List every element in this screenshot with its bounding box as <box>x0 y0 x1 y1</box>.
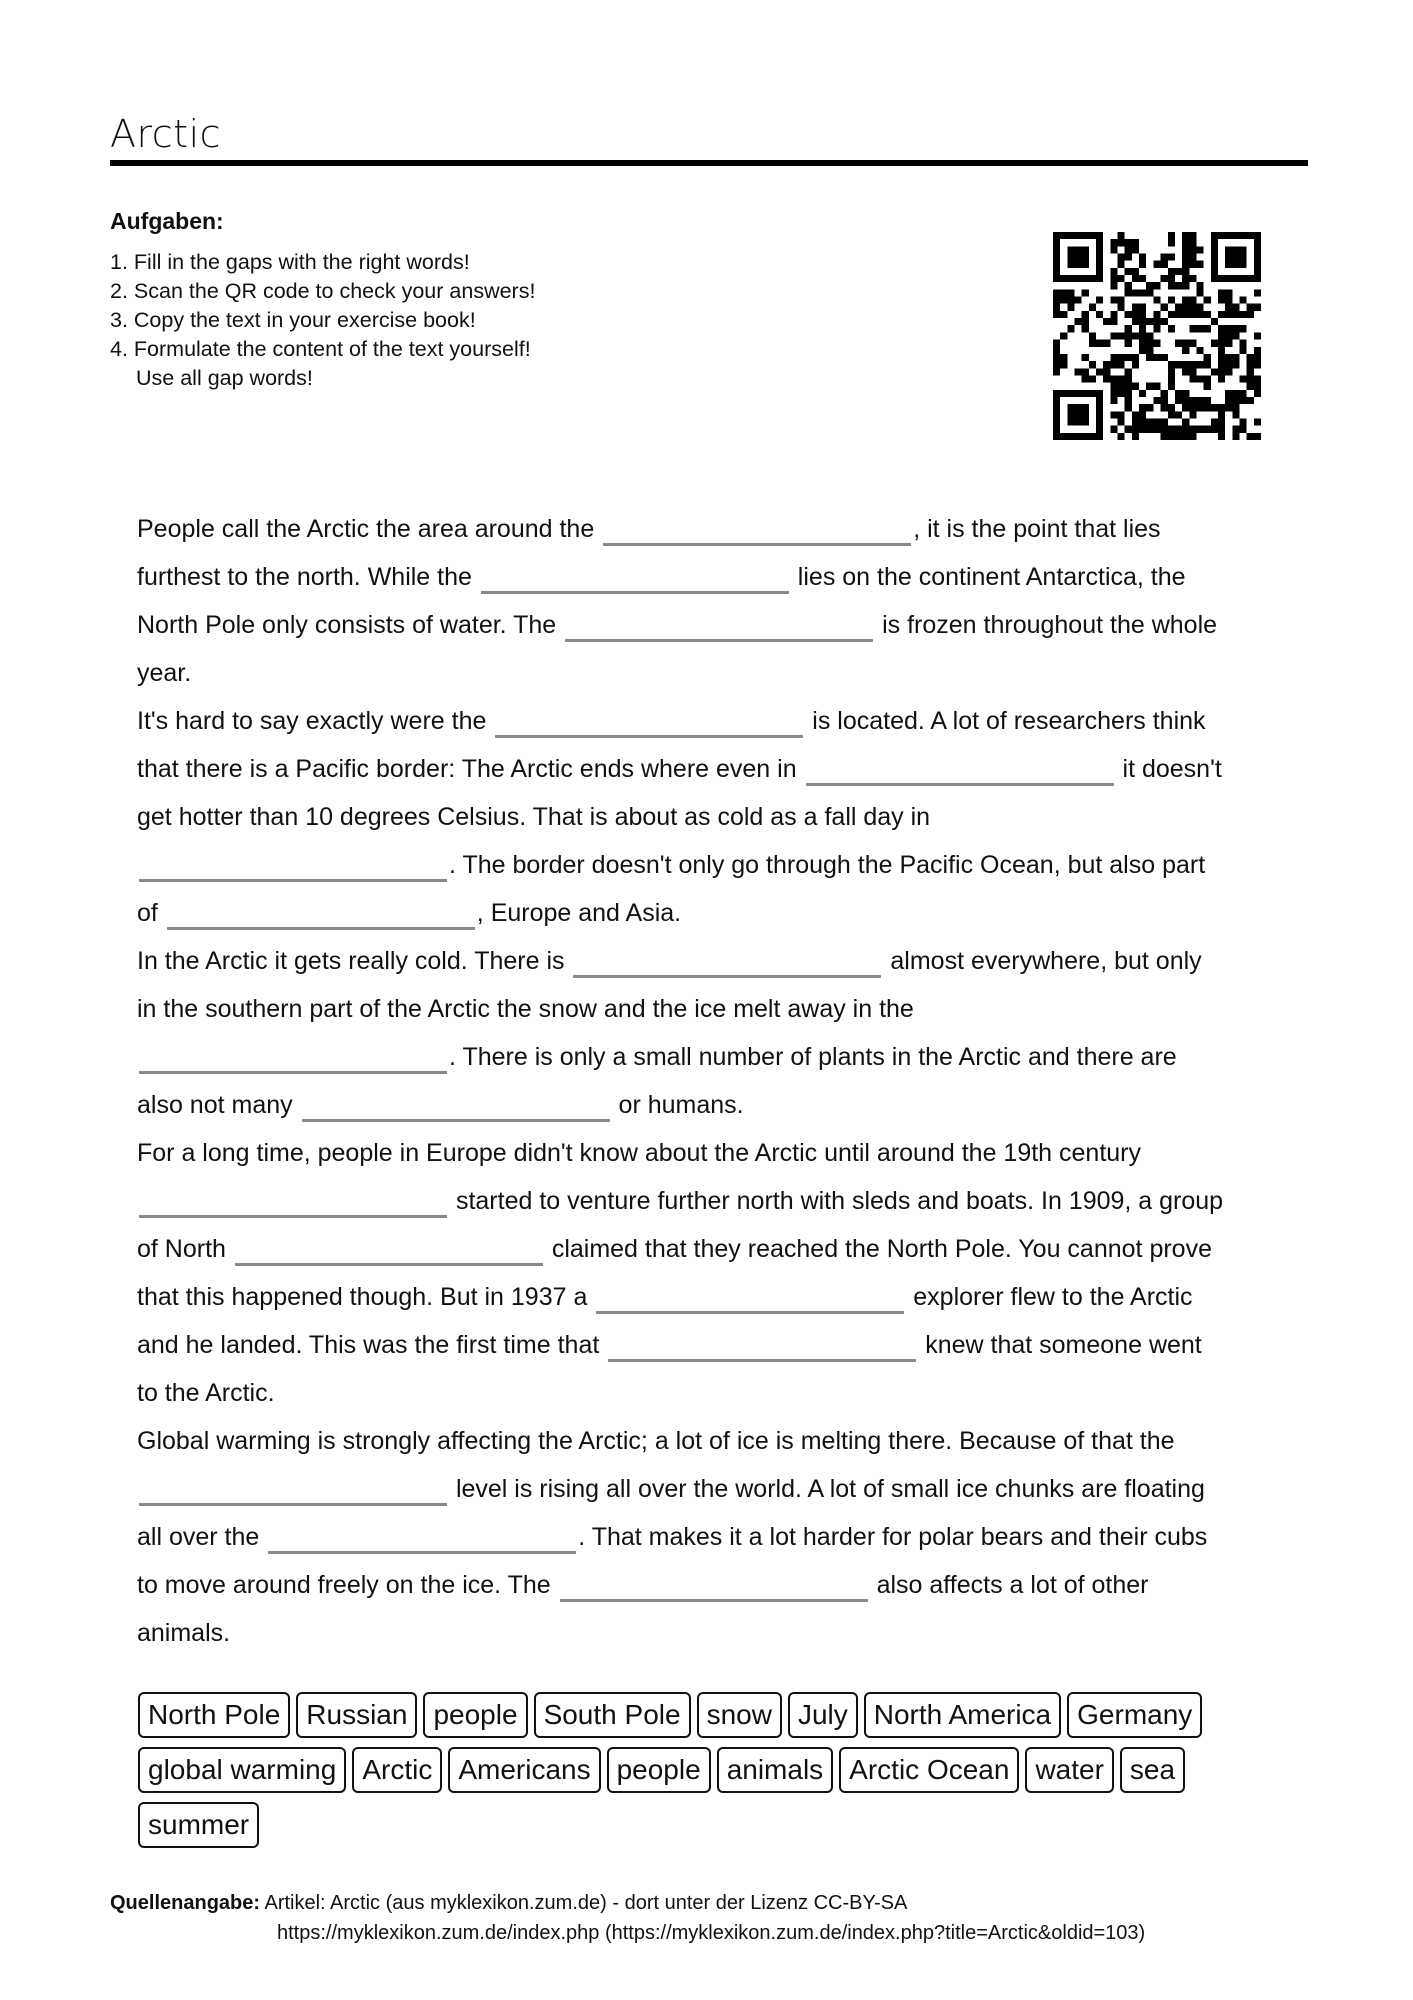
text-segment: knew that someone went <box>918 1331 1202 1359</box>
title-divider <box>110 160 1308 166</box>
text-line <box>137 1369 1297 1417</box>
blank-gap[interactable] <box>268 1525 576 1554</box>
task-item: 3. Copy the text in your exercise book! <box>110 308 476 332</box>
qr-code[interactable] <box>1053 232 1261 440</box>
source-note <box>110 1888 1145 1948</box>
blank-gap[interactable] <box>565 613 873 642</box>
text-segment: started to venture further north with sleds and boats. In 1909, a group <box>449 1187 1224 1215</box>
text-line <box>137 1609 1297 1657</box>
word-chip[interactable]: animals <box>717 1747 833 1793</box>
word-chip[interactable]: water <box>1025 1747 1113 1793</box>
blank-gap[interactable] <box>167 901 475 930</box>
blank-gap[interactable] <box>139 1045 447 1074</box>
text-line <box>137 1417 1297 1465</box>
text-segment: all over the <box>137 1523 267 1551</box>
text-segment: level is rising all over the world. A lot of small ice chunks are floating <box>449 1475 1205 1503</box>
text-segment: furthest to the north. While the <box>137 563 479 591</box>
blank-gap[interactable] <box>596 1285 904 1314</box>
text-line <box>137 601 1297 649</box>
word-chip[interactable]: Arctic Ocean <box>839 1747 1019 1793</box>
text-line <box>137 1081 1297 1129</box>
text-segment: to the Arctic. <box>137 1379 275 1407</box>
text-segment: explorer flew to the Arctic <box>906 1283 1193 1311</box>
word-chip[interactable]: July <box>788 1692 858 1738</box>
text-line <box>137 505 1297 553</box>
word-bank <box>138 1692 1258 1857</box>
word-bank-row <box>138 1692 1258 1747</box>
word-chip[interactable]: global warming <box>138 1747 346 1793</box>
text-line <box>137 649 1297 697</box>
word-chip[interactable]: snow <box>697 1692 782 1738</box>
text-segment: that this happened though. But in 1937 a <box>137 1283 595 1311</box>
blank-gap[interactable] <box>573 949 881 978</box>
text-segment: In the Arctic it gets really cold. There is <box>137 947 572 975</box>
page-title: Arctic <box>110 112 222 156</box>
text-segment: it doesn't <box>1115 755 1222 783</box>
blank-gap[interactable] <box>139 853 447 882</box>
word-chip[interactable]: people <box>607 1747 711 1793</box>
task-item: Use all gap words! <box>136 366 313 390</box>
text-segment: is frozen throughout the whole <box>875 611 1218 639</box>
text-segment: Global warming is strongly affecting the Arctic; a lot of ice is melting there. Because of that the <box>137 1427 1175 1455</box>
text-segment: , Europe and Asia. <box>476 899 682 927</box>
text-line <box>137 1513 1297 1561</box>
text-segment: claimed that they reached the North Pole. You cannot prove <box>544 1235 1212 1263</box>
text-segment: North Pole only consists of water. The <box>137 611 564 639</box>
text-line <box>137 1465 1297 1513</box>
word-chip[interactable]: summer <box>138 1802 259 1848</box>
blank-gap[interactable] <box>806 757 1114 786</box>
text-segment: to move around freely on the ice. The <box>137 1571 558 1599</box>
text-line <box>137 1225 1297 1273</box>
blank-gap[interactable] <box>608 1333 916 1362</box>
text-segment: For a long time, people in Europe didn't know about the Arctic until around the 19th century <box>137 1139 1142 1167</box>
text-segment: . The border doesn't only go through the Pacific Ocean, but also part <box>449 851 1206 879</box>
text-segment: also not many <box>137 1091 300 1119</box>
text-segment: lies on the continent Antarctica, the <box>790 563 1186 591</box>
text-segment: . That makes it a lot harder for polar bears and their cubs <box>578 1523 1208 1551</box>
word-bank-row <box>138 1747 1258 1802</box>
source-label: Quellenangabe: <box>110 1892 261 1914</box>
text-segment: of <box>137 899 165 927</box>
word-chip[interactable]: Germany <box>1067 1692 1202 1738</box>
word-chip[interactable]: sea <box>1120 1747 1185 1793</box>
text-line <box>137 793 1297 841</box>
tasks-heading: Aufgaben: <box>110 208 224 234</box>
text-segment: that there is a Pacific border: The Arctic ends where even in <box>137 755 804 783</box>
text-segment: animals. <box>137 1619 231 1647</box>
text-line <box>137 1033 1297 1081</box>
task-item: 4. Formulate the content of the text yourself! <box>110 337 531 361</box>
text-line <box>137 1321 1297 1369</box>
text-segment: or humans. <box>611 1091 744 1119</box>
text-segment: , it is the point that lies <box>913 515 1161 543</box>
source-text: Artikel: Arctic (aus myklexikon.zum.de) - dort unter der Lizenz CC-BY-SA <box>264 1892 908 1914</box>
text-segment: and he landed. This was the first time that <box>137 1331 607 1359</box>
text-line <box>137 985 1297 1033</box>
blank-gap[interactable] <box>302 1093 610 1122</box>
word-chip[interactable]: South Pole <box>534 1692 691 1738</box>
text-segment: of North <box>137 1235 233 1263</box>
text-segment: is located. A lot of researchers think <box>805 707 1206 735</box>
blank-gap[interactable] <box>495 709 803 738</box>
text-segment: almost everywhere, but only <box>883 947 1202 975</box>
task-list <box>110 248 535 393</box>
text-line <box>137 697 1297 745</box>
word-chip[interactable]: North America <box>864 1692 1061 1738</box>
text-segment: also affects a lot of other <box>869 1571 1149 1599</box>
text-line <box>137 745 1297 793</box>
text-segment: year. <box>137 659 192 687</box>
text-line <box>137 889 1297 937</box>
text-line <box>137 1273 1297 1321</box>
text-line <box>137 937 1297 985</box>
task-item: 1. Fill in the gaps with the right words! <box>110 250 470 274</box>
task-item: 2. Scan the QR code to check your answers! <box>110 279 536 303</box>
word-chip[interactable]: North Pole <box>138 1692 290 1738</box>
text-segment: get hotter than 10 degrees Celsius. That is about as cold as a fall day in <box>137 803 931 831</box>
word-bank-row <box>138 1802 1258 1857</box>
text-segment: in the southern part of the Arctic the snow and the ice melt away in the <box>137 995 914 1023</box>
blank-gap[interactable] <box>481 565 789 594</box>
word-chip[interactable]: Arctic <box>352 1747 442 1793</box>
word-chip[interactable]: people <box>423 1692 527 1738</box>
text-line <box>137 1561 1297 1609</box>
blank-gap[interactable] <box>139 1477 447 1506</box>
text-segment: It's hard to say exactly were the <box>137 707 494 735</box>
text-segment: People call the Arctic the area around the <box>137 515 602 543</box>
source-url[interactable]: https://myklexikon.zum.de/index.php (https://myklexikon.zum.de/index.php?title=Arctic&oldid=103) <box>277 1922 1146 1944</box>
text-line <box>137 553 1297 601</box>
word-chip[interactable]: Russian <box>296 1692 417 1738</box>
blank-gap[interactable] <box>139 1189 447 1218</box>
gap-text <box>137 505 1297 1657</box>
text-segment: . There is only a small number of plants in the Arctic and there are <box>449 1043 1177 1071</box>
text-line <box>137 1177 1297 1225</box>
blank-gap[interactable] <box>560 1573 868 1602</box>
word-chip[interactable]: Americans <box>448 1747 600 1793</box>
text-line <box>137 1129 1297 1177</box>
text-line <box>137 841 1297 889</box>
blank-gap[interactable] <box>603 517 911 546</box>
blank-gap[interactable] <box>235 1237 543 1266</box>
